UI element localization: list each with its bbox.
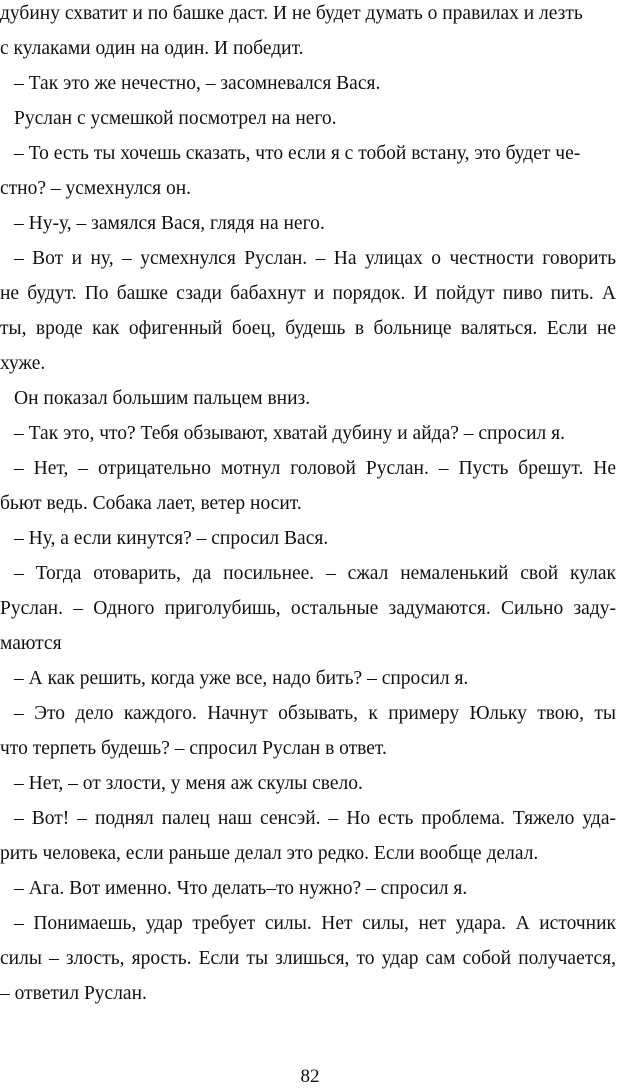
text-line: – ответил Руслан. [0, 983, 147, 1004]
text-line: маются [0, 633, 62, 654]
text-line: – Понимаешь, удар требует силы. Нет силы, нет удара. А источник [14, 913, 616, 934]
text-line: – Нет, – отрицательно мотнул головой Руслан. – Пусть брешут. Не [14, 458, 616, 479]
text-line: – То есть ты хочешь сказать, что если я с тобой встану, это будет че- [14, 143, 581, 164]
text-line: – Вот и ну, – усмехнулся Руслан. – На улицах о честности говорить [14, 248, 616, 269]
text-line: стно? – усмехнулся он. [0, 178, 192, 199]
text-line: дубину схватит и по башке даст. И не будет думать о правилах и лезть [0, 3, 583, 24]
text-line: ты, вроде как офигенный боец, будешь в больнице валяться. Если не [0, 318, 616, 339]
text-line: Руслан с усмешкой посмотрел на него. [14, 108, 337, 129]
text-line: – Так это, что? Тебя обзывают, хватай дубину и айда? – спросил я. [14, 423, 565, 444]
text-line: – Так это же нечестно, – засомневался Вася. [14, 73, 381, 94]
text-line: рить человека, если раньше делал это редко. Если вообще делал. [0, 843, 539, 864]
text-line: – Тогда отоварить, да посильнее. – сжал немаленький свой кулак [14, 563, 616, 584]
text-line: – Ну-у, – замялся Вася, глядя на него. [14, 213, 325, 234]
text-line: что терпеть будешь? – спросил Руслан в ответ. [0, 738, 387, 759]
text-line: Он показал большим пальцем вниз. [14, 388, 311, 409]
text-line: силы – злость, ярость. Если ты злишься, то удар сам собой получается, [0, 948, 616, 969]
text-line: бьют ведь. Собака лает, ветер носит. [0, 493, 302, 514]
text-line: – Ага. Вот именно. Что делать–то нужно? – спросил я. [14, 878, 468, 899]
text-line: – Вот! – поднял палец наш сенсэй. – Но есть проблема. Тяжело уда- [14, 808, 616, 829]
text-line: – А как решить, когда уже все, надо бить? – спросил я. [14, 668, 469, 689]
text-line: хуже. [0, 353, 46, 374]
text-line: Руслан. – Одного приголубишь, остальные задумаются. Сильно заду- [0, 598, 616, 619]
text-line: с кулаками один на один. И победит. [0, 38, 304, 59]
text-line: – Нет, – от злости, у меня аж скулы свело. [14, 773, 363, 794]
text-line: – Ну, а если кинутся? – спросил Вася. [14, 528, 329, 549]
text-line: не будут. По башке сзади бабахнут и порядок. И пойдут пиво пить. А [0, 283, 616, 304]
text-line: – Это дело каждого. Начнут обзывать, к примеру Юльку твою, ты [14, 703, 616, 724]
page-number: 82 [300, 1066, 320, 1087]
